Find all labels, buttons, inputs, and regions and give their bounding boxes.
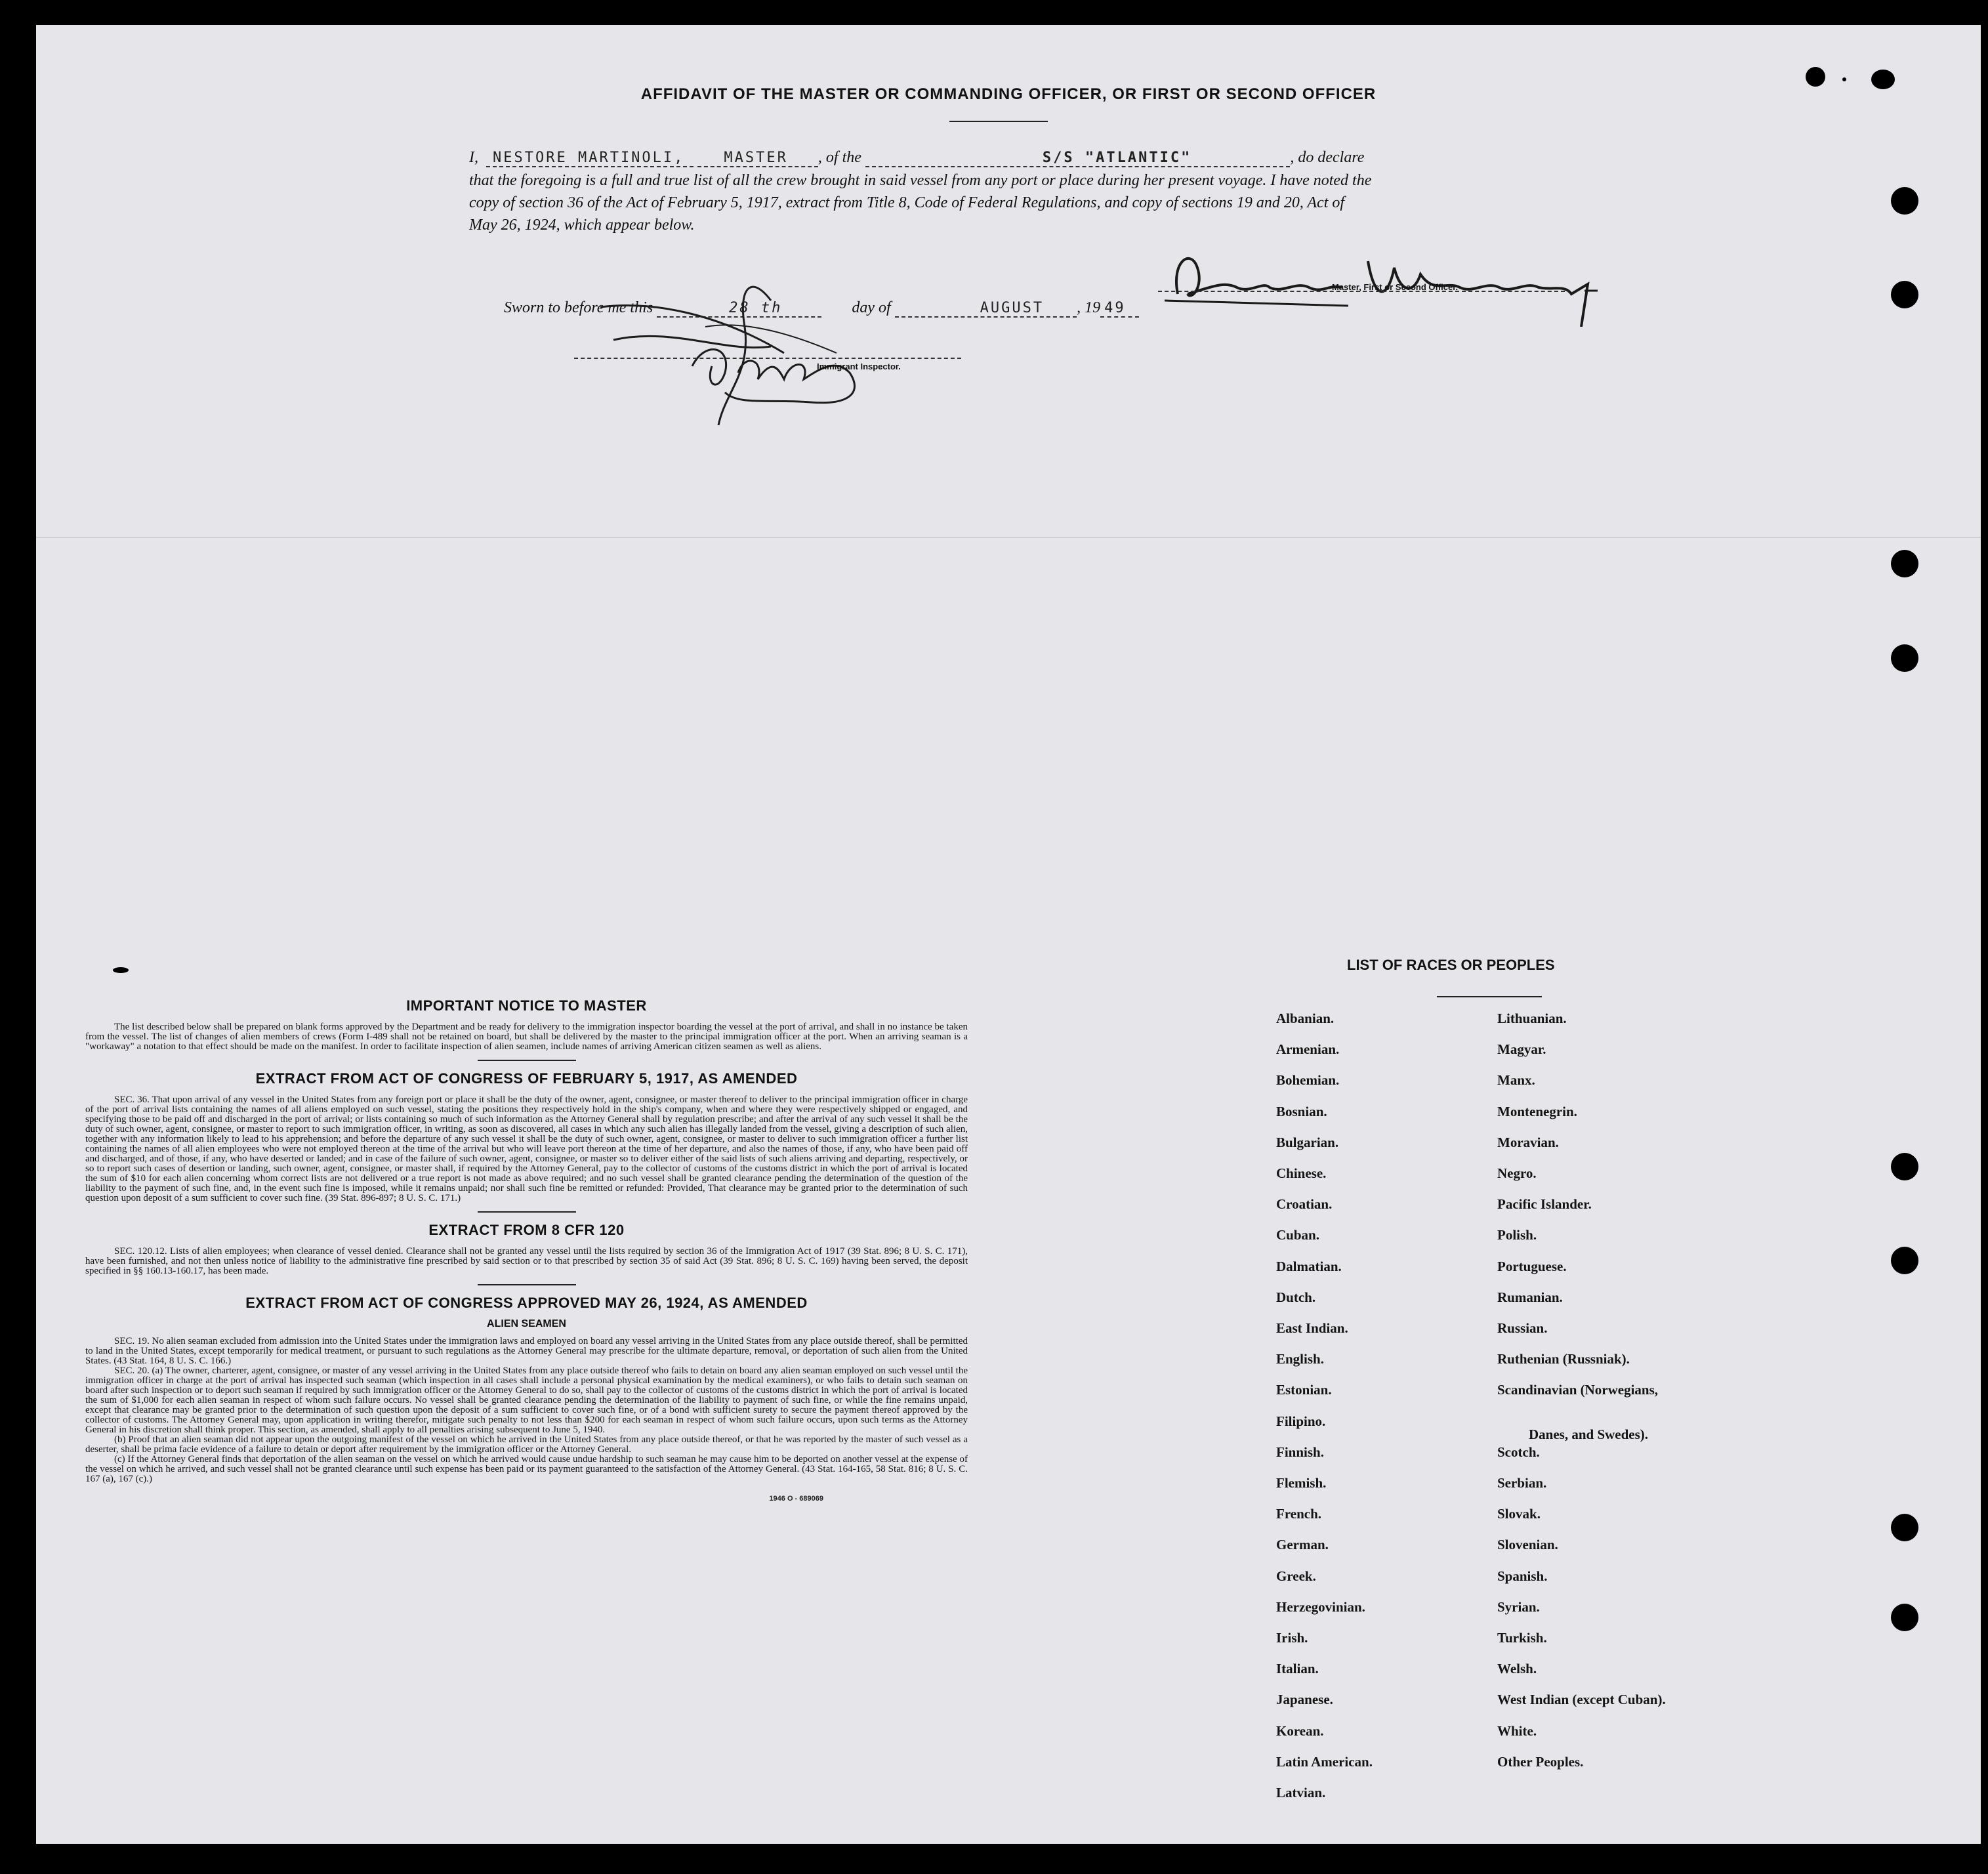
ink-speck bbox=[113, 967, 129, 973]
divider bbox=[478, 1060, 576, 1061]
declaration-line-4: May 26, 1924, which appear below. bbox=[469, 217, 695, 234]
binder-hole bbox=[1891, 1514, 1918, 1541]
race-item: Italian. bbox=[1276, 1661, 1319, 1677]
binder-hole bbox=[1891, 1153, 1918, 1180]
notices-column bbox=[85, 997, 968, 1503]
race-item: Slovak. bbox=[1497, 1506, 1541, 1522]
declaration-line-3: copy of section 36 of the Act of February 5, 1917, extract from Title 8, Code of Federal Regulations, and copy of sections 19 and 20, Act of bbox=[469, 194, 1345, 211]
month-value: AUGUST bbox=[895, 300, 1077, 318]
inspector-label: Immigrant Inspector. bbox=[817, 362, 901, 371]
document-page bbox=[36, 25, 1981, 1844]
master-name: NESTORE MARTINOLI, bbox=[486, 150, 694, 167]
race-item: West Indian (except Cuban). bbox=[1497, 1692, 1666, 1708]
inspector-line bbox=[574, 358, 961, 360]
day-value: 28 th bbox=[657, 300, 821, 318]
race-item: Rumanian. bbox=[1497, 1289, 1563, 1305]
binder-hole bbox=[1891, 644, 1918, 672]
race-item: Herzegovinian. bbox=[1276, 1598, 1365, 1615]
sec-20a-text: SEC. 20. (a) The owner, charterer, agent, consignee, or master of any vessel arriving in the United States from any place outside thereof who fails to detain on board any alien seaman employed on such vessel until the immigration officer in charge at the port of arrival has inspected such seaman (which inspection in all cases shall include a personal physical examination by the medical examiners), or who fails to detain such seaman on board after such inspection or to deport such seaman if required by such immigration officer or the Attorney General to do so, shall pay to the collector of customs of the customs district in which the port of arrival is located the sum of $1,000 for each alien seaman in respect of whom such failure occurs. No vessel shall be granted clearance pending the determination of the liability to payment of such fine, or while the fine remains unpaid, except that clearance may be granted prior to the determination of such question upon the deposit of a sum sufficient to cover such fine, or of a bond with sufficient surety to secure the payment thereof approved by the collector of customs. The Attorney General may, upon application in writing therefor, mitigate such penalty to not less than $200 for each seaman in respect of whom such failure occurs, upon such terms as the Attorney General in his discretion shall think proper. This section, as amended, shall apply to all penalties arising subsequent to June 5, 1940. bbox=[85, 1365, 968, 1435]
race-item: Moravian. bbox=[1497, 1134, 1559, 1150]
race-item: Lithuanian. bbox=[1497, 1010, 1567, 1026]
race-item: Albanian. bbox=[1276, 1010, 1335, 1026]
race-item: Serbian. bbox=[1497, 1475, 1547, 1491]
affidavit-title: AFFIDAVIT OF THE MASTER OR COMMANDING OFFICER, OR FIRST OR SECOND OFFICER bbox=[640, 85, 1377, 103]
races-title: LIST OF RACES OR PEOPLES bbox=[1347, 957, 1555, 973]
race-item: Russian. bbox=[1497, 1320, 1548, 1336]
races-title-underline bbox=[1437, 996, 1542, 997]
race-item: Portuguese. bbox=[1497, 1258, 1567, 1274]
race-item: Slovenian. bbox=[1497, 1537, 1558, 1553]
declaration-line-1 bbox=[469, 146, 1499, 169]
race-item: Dalmatian. bbox=[1276, 1258, 1342, 1274]
race-item: Bulgarian. bbox=[1276, 1134, 1339, 1150]
i-label: I, bbox=[469, 149, 478, 166]
race-item: Montenegrin. bbox=[1497, 1103, 1577, 1119]
inspector-signature bbox=[574, 261, 942, 438]
race-item: Turkish. bbox=[1497, 1630, 1547, 1646]
race-item: Chinese. bbox=[1276, 1165, 1327, 1181]
sec-20c-text: (c) If the Attorney General finds that deportation of the alien seaman on the vessel on which he arrived would cause undue hardship to such seaman he may cause him to be deported on another vessel at the expense of the vessel on which he arrived, and such vessel shall not be granted clearance until such expense has been paid or its payment guaranteed to the satisfaction of the Attorney General. (43 Stat. 164-165, 58 Stat. 816; 8 U. S. C. 167 (a), 167 (c).) bbox=[85, 1454, 968, 1484]
binder-hole bbox=[1891, 1604, 1918, 1631]
notice-text: The list described below shall be prepared on blank forms approved by the Department and be ready for delivery to the immigration inspector boarding the vessel at the port of arrival, and shall in no instance be taken from the vessel. The list of changes of alien members of crews (Form I-489 shall not be retained on board, but shall be delivered by the master to the principal immigration officer at the port. When an arriving seaman is a "workaway" a notation to that effect should be made on the manifest. In order to facilitate inspection of alien seamen, include names of arriving American citizen seamen as well as aliens. bbox=[85, 1022, 968, 1052]
ink-speck bbox=[1842, 77, 1846, 81]
race-item: Estonian. bbox=[1276, 1382, 1332, 1398]
race-item: Latin American. bbox=[1276, 1753, 1373, 1770]
declaration-line-2: that the foregoing is a full and true list of all the crew brought in said vessel from any port or place during her present voyage. I have noted the bbox=[469, 172, 1372, 189]
of-the-label: , of the bbox=[818, 149, 861, 166]
race-item: Magyar. bbox=[1497, 1041, 1546, 1058]
race-item: Polish. bbox=[1497, 1227, 1537, 1243]
master-signature bbox=[1151, 222, 1611, 327]
race-item: Manx. bbox=[1497, 1072, 1535, 1089]
race-item: Flemish. bbox=[1276, 1475, 1327, 1491]
binder-hole bbox=[1891, 1247, 1918, 1274]
race-item: Scandinavian (Norwegians, bbox=[1497, 1382, 1659, 1398]
binder-hole bbox=[1891, 550, 1918, 577]
race-item: Korean. bbox=[1276, 1722, 1324, 1739]
print-code: 1946 O - 689069 bbox=[769, 1495, 823, 1503]
race-item: Finnish. bbox=[1276, 1444, 1324, 1460]
race-item: Irish. bbox=[1276, 1630, 1308, 1646]
race-item: Syrian. bbox=[1497, 1598, 1540, 1615]
extract-cfr-text: SEC. 120.12. Lists of alien employees; when clearance of vessel denied. Clearance shall not be granted any vessel until the lists required by section 36 of the Immigration Act of 1917 (39 Stat. 896; 8 U. S. C. 171), have been furnished, and not then unless notice of liability to the administrative fine prescribed by said section or to that prescribed by section 35 of said Act (39 Stat. 896; 8 U. S. C. 169) having been served, the deposit specified in §§ 160.13-160.17, has been made. bbox=[85, 1246, 968, 1276]
ink-speck bbox=[1871, 70, 1895, 89]
binder-hole bbox=[1891, 187, 1918, 215]
race-item: English. bbox=[1276, 1351, 1324, 1367]
extract-1924-title: EXTRACT FROM ACT OF CONGRESS APPROVED MAY 26, 1924, AS AMENDED bbox=[245, 1295, 808, 1311]
race-item: Pacific Islander. bbox=[1497, 1196, 1592, 1213]
do-declare-label: , do declare bbox=[1290, 149, 1365, 166]
race-item: German. bbox=[1276, 1537, 1329, 1553]
extract-1917-title: EXTRACT FROM ACT OF CONGRESS OF FEBRUARY 5, 1917, AS AMENDED bbox=[255, 1070, 798, 1087]
race-item: Latvian. bbox=[1276, 1785, 1326, 1801]
race-item: Welsh. bbox=[1497, 1661, 1537, 1677]
race-item: Armenian. bbox=[1276, 1041, 1340, 1058]
divider bbox=[478, 1211, 576, 1213]
binder-hole bbox=[1891, 281, 1918, 308]
race-item: Japanese. bbox=[1276, 1692, 1333, 1708]
alien-seamen-subtitle: ALIEN SEAMEN bbox=[487, 1318, 566, 1329]
notice-title: IMPORTANT NOTICE TO MASTER bbox=[406, 997, 647, 1014]
race-item: Other Peoples. bbox=[1497, 1753, 1584, 1770]
race-item: Croatian. bbox=[1276, 1196, 1333, 1213]
sworn-label: Sworn to before me this bbox=[504, 299, 653, 316]
race-item: Danes, and Swedes). bbox=[1529, 1426, 1649, 1442]
year-prefix: , 19 bbox=[1077, 299, 1101, 316]
vessel-name: S/S "ATLANTIC" bbox=[865, 150, 1290, 167]
race-item: Greek. bbox=[1276, 1568, 1316, 1584]
title-underline bbox=[949, 121, 1048, 122]
extract-cfr-title: EXTRACT FROM 8 CFR 120 bbox=[428, 1222, 625, 1238]
race-item: Dutch. bbox=[1276, 1289, 1316, 1305]
sec-20b-text: (b) Proof that an alien seaman did not appear upon the outgoing manifest of the vessel on which he arrived in the United States from any place outside thereof, or that he was reported by the master of such vessel as a deserter, shall be prima facie evidence of a failure to detain or deport after requirement by the immigration officer or the Attorney General. bbox=[85, 1434, 968, 1455]
race-item: Filipino. bbox=[1276, 1413, 1326, 1429]
race-item: Negro. bbox=[1497, 1165, 1537, 1181]
race-item: Bohemian. bbox=[1276, 1072, 1340, 1089]
race-item: Scotch. bbox=[1497, 1444, 1540, 1460]
race-item: Cuban. bbox=[1276, 1227, 1319, 1243]
master-rank: MASTER bbox=[697, 150, 818, 167]
year-value: 49 bbox=[1100, 300, 1139, 318]
race-item: Bosnian. bbox=[1276, 1103, 1327, 1119]
race-item: East Indian. bbox=[1276, 1320, 1348, 1336]
divider bbox=[478, 1284, 576, 1285]
race-item: French. bbox=[1276, 1506, 1322, 1522]
ink-speck bbox=[1806, 67, 1825, 87]
race-item: White. bbox=[1497, 1722, 1537, 1739]
page-fold-line bbox=[36, 537, 1981, 538]
race-item: Ruthenian (Russniak). bbox=[1497, 1351, 1630, 1367]
race-item: Spanish. bbox=[1497, 1568, 1548, 1584]
signature-label: Master, First or Second Officer. bbox=[1332, 282, 1459, 292]
day-of-label: day of bbox=[852, 299, 891, 316]
extract-1917-text: SEC. 36. That upon arrival of any vessel in the United States from any foreign port or place it shall be the duty of the owner, agent, consignee, or master thereof to deliver to the principal immigration officer in charge of the port of arrival lists containing the names of all aliens employed on such vessel, stating the positions they respectively hold in the ship's company, when and where they were respectively shipped or engaged, and specifying those to be paid off and discharged in the port of arrival; or lists containing so much of such information as the Attorney General shall by regulation prescribe; and after the arrival of any such vessel it shall be the duty of such owner, agent, consignee, or master to report to such immigration officer, in writing, as soon as discovered, all cases in which any such alien has illegally landed from the vessel, giving a description of such alien, together with any information likely to lead to his apprehension; and before the departure of any such vessel it shall be the duty of such owner, agent, consignee, or master to deliver to such immigration officer a further list containing the names of all alien employees who were not employed thereon at the time of the arrival but who will leave port thereon at the time of her departure, and also the names of those, if any, who have been paid off and discharged, and of those, if any, who have deserted or landed; and in case of the failure of such owner, agent, consignee, or master so to deliver either of the said lists of such aliens arriving and departing, respectively, or so to report such cases of desertion or landing, such owner, agent, consignee, or master shall, if required by the Attorney General, pay to the collector of customs of the customs district in which the port of arrival is located the sum of $10 for each alien concerning whom correct lists are not delivered or a true report is not made as above required; and no such vessel shall be granted clearance pending the determination of the question of the liability to the payment of such fine, and, in the event such fine is imposed, while it remains unpaid; nor shall such fine be remitted or refunded: Provided, That clearance may be granted prior to the determination of such question upon deposit of a sum sufficient to cover such fine. (39 Stat. 896-897; 8 U. S. C. 171.) bbox=[85, 1094, 968, 1203]
sec-19-text: SEC. 19. No alien seaman excluded from admission into the United States under the immigration laws and employed on board any vessel arriving in the United States from any place outside thereof, shall be permitted to land in the United States, except temporarily for medical treatment, or pursuant to such regulations as the Attorney General may prescribe for the ultimate departure, removal, or deportation of such alien from the United States. (43 Stat. 164, 8 U. S. C. 166.) bbox=[85, 1336, 968, 1366]
